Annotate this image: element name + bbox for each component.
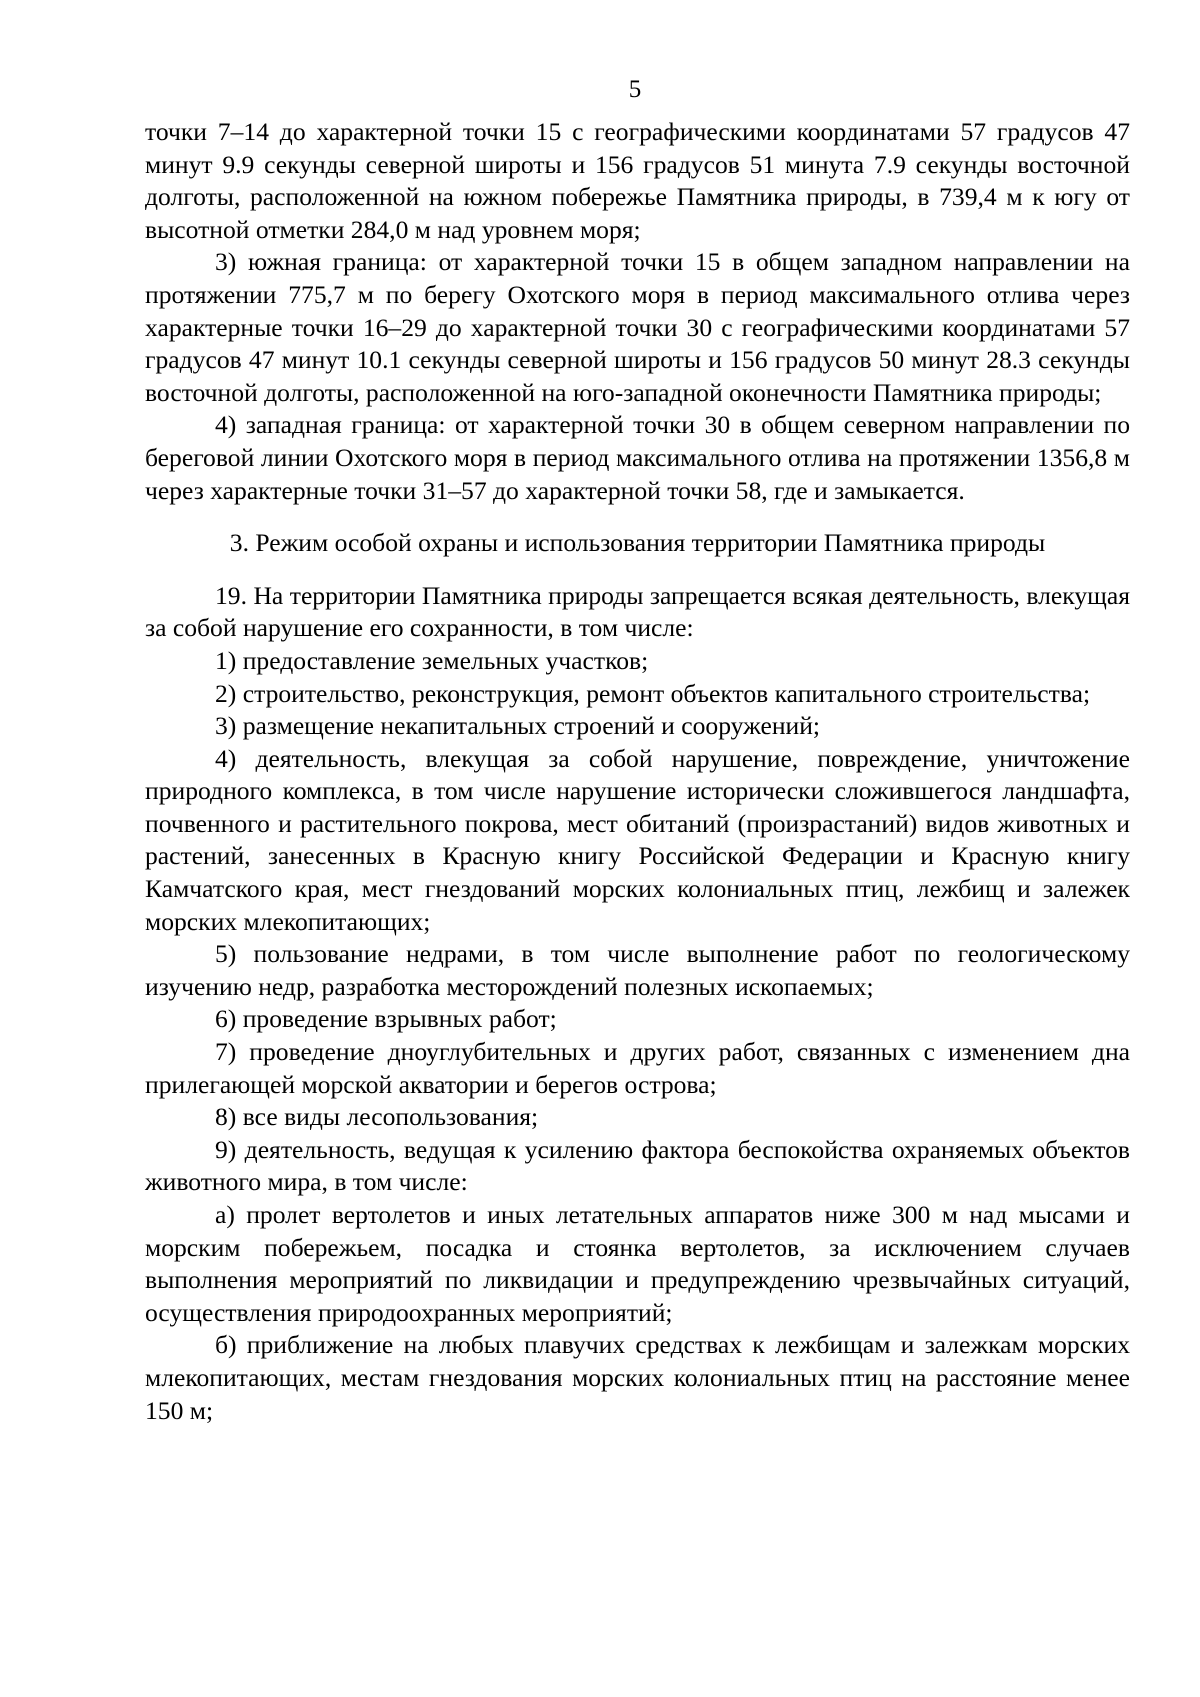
list-subitem-a: а) пролет вертолетов и иных летательных аппаратов ниже 300 м над мысами и морским побережьем, посадка и стоянка вертолетов, за исключением случаев выполнения мероприятий по ликвидации и предупреждению чрезвычайных ситуаций, осуществления природоохранных мероприятий; bbox=[145, 1200, 1130, 1327]
list-item-6: 6) проведение взрывных работ; bbox=[215, 1004, 557, 1034]
section-heading: 3. Режим особой охраны и использования территории Памятника природы bbox=[229, 528, 1046, 558]
list-item-5: 5) пользование недрами, в том числе выполнение работ по геологическому изучению недр, разработка месторождений полезных ископаемых; bbox=[145, 939, 1130, 1001]
list-item-8: 8) все виды лесопользования; bbox=[215, 1102, 539, 1132]
list-item-7: 7) проведение дноуглубительных и других работ, связанных с изменением дна прилегающей морской акватории и берегов острова; bbox=[145, 1037, 1130, 1099]
paragraph-northeast-boundary-end: точки 7–14 до характерной точки 15 с географическими координатами 57 градусов 47 минут 9.9 секунды северной широты и 156 градусов 51 минута 7.9 секунды восточной долготы, расположенной на южном побережье Памятника природы, в 739,4 м к югу от высотной отметки 284,0 м над уровнем моря; bbox=[145, 117, 1130, 244]
list-subitem-b: б) приближение на любых плавучих средствах к лежбищам и залежкам морских млекопитающих, местам гнездования морских колониальных птиц на расстояние менее 150 м; bbox=[145, 1330, 1130, 1425]
paragraph-south-boundary: 3) южная граница: от характерной точки 15 в общем западном направлении на протяжении 775,7 м по берегу Охотского моря в период максимального отлива через характерные точки 16–29 до характерной точки 30 с географическими координатами 57 градусов 47 минут 10.1 секунды северной широты и 156 градусов 50 минут 28.3 секунды восточной долготы, расположенной на юго-западной оконечности Памятника природы; bbox=[145, 247, 1130, 407]
list-item-2: 2) строительство, реконструкция, ремонт объектов капитального строительства; bbox=[215, 678, 1091, 708]
paragraph-prohibitions-intro: 19. На территории Памятника природы запрещается всякая деятельность, влекущая за собой нарушение его сохранности, в том числе: bbox=[145, 580, 1130, 643]
document-body bbox=[145, 116, 1130, 1427]
list-item-9: 9) деятельность, ведущая к усилению фактора беспокойства охраняемых объектов животного мира, в том числе: bbox=[145, 1134, 1130, 1197]
paragraph-west-boundary: 4) западная граница: от характерной точки 30 в общем северном направлении по береговой линии Охотского моря в период максимального отлива на протяжении 1356,8 м через характерные точки 31–57 до характерной точки 58, где и замыкается. bbox=[145, 410, 1130, 505]
list-item-3: 3) размещение некапитальных строений и сооружений; bbox=[215, 711, 821, 741]
list-item-1: 1) предоставление земельных участков; bbox=[215, 645, 649, 675]
list-item-4: 4) деятельность, влекущая за собой нарушение, повреждение, уничтожение природного комплекса, в том числе нарушение исторически сложившегося ландшафта, почвенного и растительного покрова, мест обитаний (произрастаний) видов животных и растений, занесенных в Красную книгу Российской Федерации и Красную книгу Камчатского края, мест гнездований морских колониальных птиц, лежбищ и залежек морских млекопитающих; bbox=[145, 743, 1130, 936]
page-number: 5 bbox=[628, 76, 642, 103]
